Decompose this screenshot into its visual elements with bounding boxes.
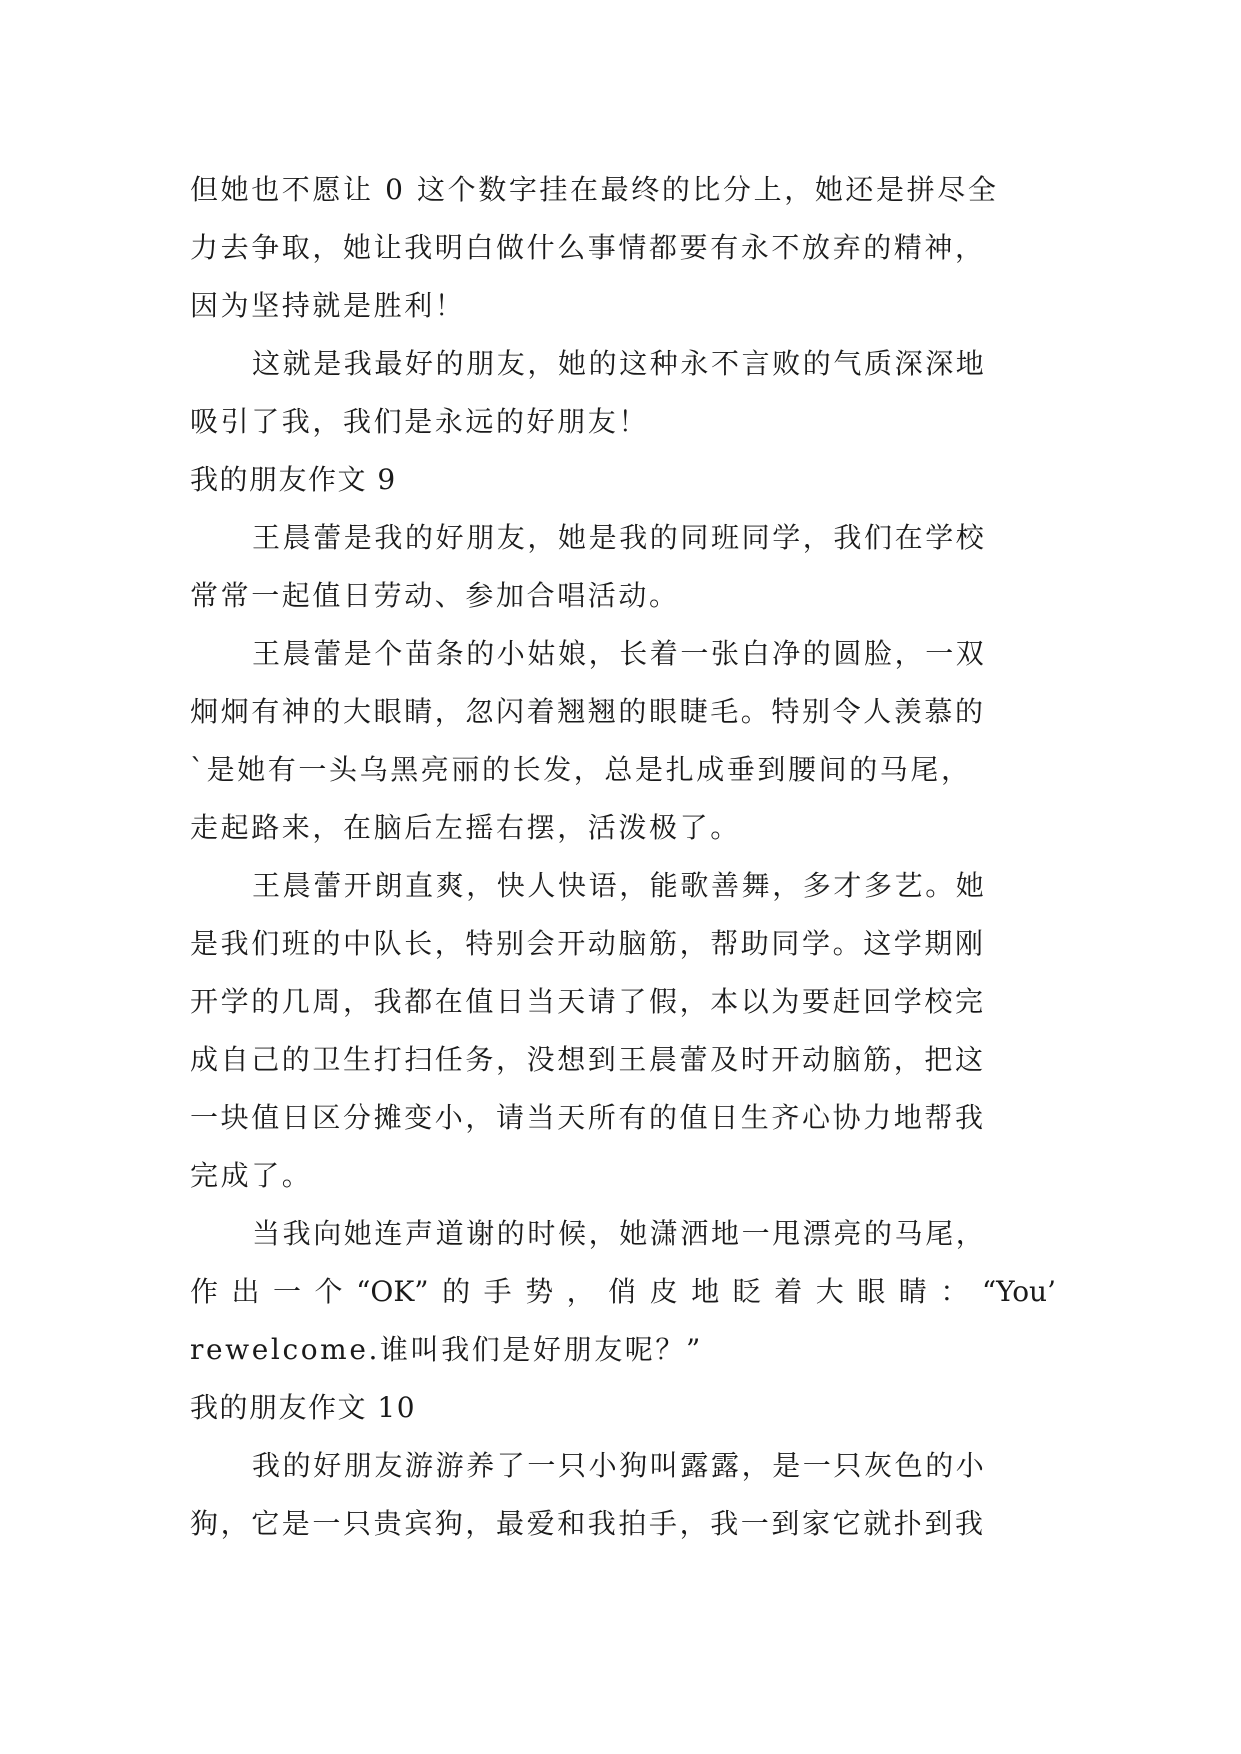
section-heading: 我的朋友作文 9 (190, 463, 397, 496)
paragraph-first-line: 王晨蕾开朗直爽，快人快语，能歌善舞，多才多艺。她 (252, 869, 987, 902)
text-line: 但她也不愿让 0 这个数字挂在最终的比分上，她还是拼尽全 (190, 173, 999, 206)
text-line: 是我们班的中队长，特别会开动脑筋，帮助同学。这学期刚 (190, 927, 986, 960)
paragraph-first-line: 王晨蕾是个苗条的小姑娘，长着一张白净的圆脸，一双 (252, 637, 987, 670)
paragraph-first-line: 王晨蕾是我的好朋友，她是我的同班同学，我们在学校 (252, 521, 987, 554)
text-line: 常常一起值日劳动、参加合唱活动。 (190, 579, 680, 612)
text-line: 因为坚持就是胜利！ (190, 289, 466, 322)
document-body (190, 161, 1056, 1553)
text-line: 力去争取，她让我明白做什么事情都要有永不放弃的精神， (190, 231, 986, 264)
text-line: 完成了。 (190, 1159, 313, 1192)
text-line: rewelcome.谁叫我们是好朋友呢？” (190, 1333, 703, 1366)
text-line: 炯炯有神的大眼睛，忽闪着翘翘的眼睫毛。特别令人羡慕的 (190, 695, 986, 728)
text-line: 一块值日区分摊变小，请当天所有的值日生齐心协力地帮我 (190, 1101, 986, 1134)
paragraph-first-line: 这就是我最好的朋友，她的这种永不言败的气质深深地 (252, 347, 987, 380)
text-line: 开学的几周，我都在值日当天请了假，本以为要赶回学校完 (190, 985, 986, 1018)
section-heading: 我的朋友作文 10 (190, 1391, 417, 1424)
text-line: 吸引了我，我们是永远的好朋友！ (190, 405, 650, 438)
paragraph-first-line: 我的好朋友游游养了一只小狗叫露露，是一只灰色的小 (252, 1449, 987, 1482)
text-line: 狗，它是一只贵宾狗，最爱和我拍手，我一到家它就扑到我 (190, 1507, 986, 1540)
text-line: `是她有一头乌黑亮丽的长发，总是扎成垂到腰间的马尾， (190, 753, 972, 786)
paragraph-first-line: 当我向她连声道谢的时候，她潇洒地一甩漂亮的马尾， (252, 1217, 987, 1250)
text-line: 成自己的卫生打扫任务，没想到王晨蕾及时开动脑筋，把这 (190, 1043, 986, 1076)
text-line: 作出一个“OK”的手势，俏皮地眨着大眼睛：“You’ (190, 1275, 1056, 1308)
text-line: 走起路来，在脑后左摇右摆，活泼极了。 (190, 811, 741, 844)
